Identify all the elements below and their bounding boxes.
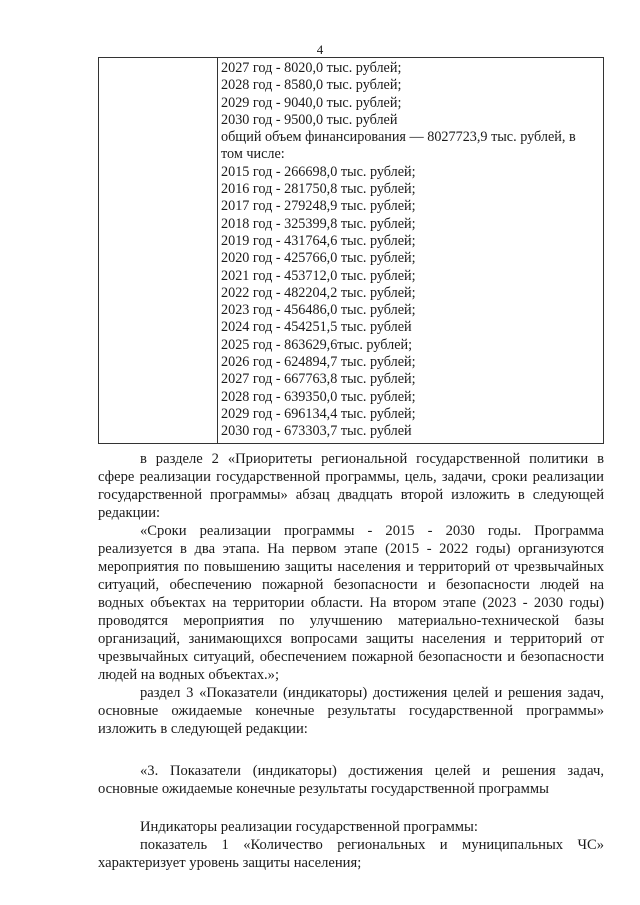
paragraph: раздел 3 «Показатели (индикаторы) достижения целей и решения задач, основные ожидаемые конечные результаты государственной программы» изложить в следующей редакции: xyxy=(98,685,604,737)
financing-year-line: 2030 год - 9500,0 тыс. рублей xyxy=(221,111,398,128)
document-body xyxy=(98,450,604,872)
financing-year-line: 2021 год - 453712,0 тыс. рублей; xyxy=(221,267,416,284)
financing-year-line: 2024 год - 454251,5 тыс. рублей xyxy=(221,319,412,336)
financing-year-line: 2029 год - 696134,4 тыс. рублей; xyxy=(221,405,416,422)
paragraph: Индикаторы реализации государственной программы: xyxy=(140,819,478,835)
financing-year-line: 2027 год - 667763,8 тыс. рублей; xyxy=(221,371,416,388)
financing-table xyxy=(98,57,604,444)
financing-year-line: 2019 год - 431764,6 тыс. рублей; xyxy=(221,232,416,249)
financing-year-line: 2017 год - 279248,9 тыс. рублей; xyxy=(221,198,416,215)
table-cell-empty xyxy=(99,58,218,444)
financing-year-line: 2028 год - 8580,0 тыс. рублей; xyxy=(221,77,402,94)
section-heading: «3. Показатели (индикаторы) достижения целей и решения задач, основные ожидаемые конечные результаты государственной программы xyxy=(98,763,604,797)
financing-year-line: 2023 год - 456486,0 тыс. рублей; xyxy=(221,302,416,319)
financing-year-line: 2020 год - 425766,0 тыс. рублей; xyxy=(221,250,416,267)
paragraph: в разделе 2 «Приоритеты региональной государственной политики в сфере реализации государственной программы, цель, задачи, сроки реализации государственной программы» абзац двадцать второй изложить в следующей редакции: xyxy=(98,451,604,521)
financing-year-line: 2026 год - 624894,7 тыс. рублей; xyxy=(221,354,416,371)
paragraph: показатель 1 «Количество региональных и муниципальных ЧС» характеризует уровень защиты населения; xyxy=(98,837,604,871)
financing-year-line: 2027 год - 8020,0 тыс. рублей; xyxy=(221,60,402,76)
financing-year-line: 2028 год - 639350,0 тыс. рублей; xyxy=(221,388,416,405)
financing-year-line: 2029 год - 9040,0 тыс. рублей; xyxy=(221,94,402,111)
table-row xyxy=(99,58,604,444)
financing-year-line: 2018 год - 325399,8 тыс. рублей; xyxy=(221,215,416,232)
financing-total: общий объем финансирования — 8027723,9 тыс. рублей, в том числе: xyxy=(221,129,576,163)
page-number: 4 xyxy=(316,42,324,57)
financing-year-line: 2025 год - 863629,6тыс. рублей; xyxy=(221,336,413,353)
financing-year-line: 2030 год - 673303,7 тыс. рублей xyxy=(221,423,412,440)
paragraph: «Сроки реализации программы - 2015 - 2030 годы. Программа реализуется в два этапа. На первом этапе (2015 - 2022 годы) организуются мероприятия по повышению защиты населения и территорий от чрезвычайных ситуаций, обеспечению пожарной безопасности и безопасности людей на водных объектах на территории области. На втором этапе (2023 - 2030 годы) проводятся мероприятия по улучшению материально-технической базы организаций, занимающихся вопросами защиты населения и территорий от чрезвычайных ситуаций, обеспечением пожарной безопасности и безопасности людей на водных объектах.»; xyxy=(98,523,604,683)
financing-years-list xyxy=(221,164,599,441)
financing-year-line: 2015 год - 266698,0 тыс. рублей; xyxy=(221,163,416,180)
financing-year-line: 2016 год - 281750,8 тыс. рублей; xyxy=(221,181,416,198)
table-cell-financing xyxy=(218,58,604,444)
financing-years-list xyxy=(221,60,599,129)
financing-year-line: 2022 год - 482204,2 тыс. рублей; xyxy=(221,284,416,301)
